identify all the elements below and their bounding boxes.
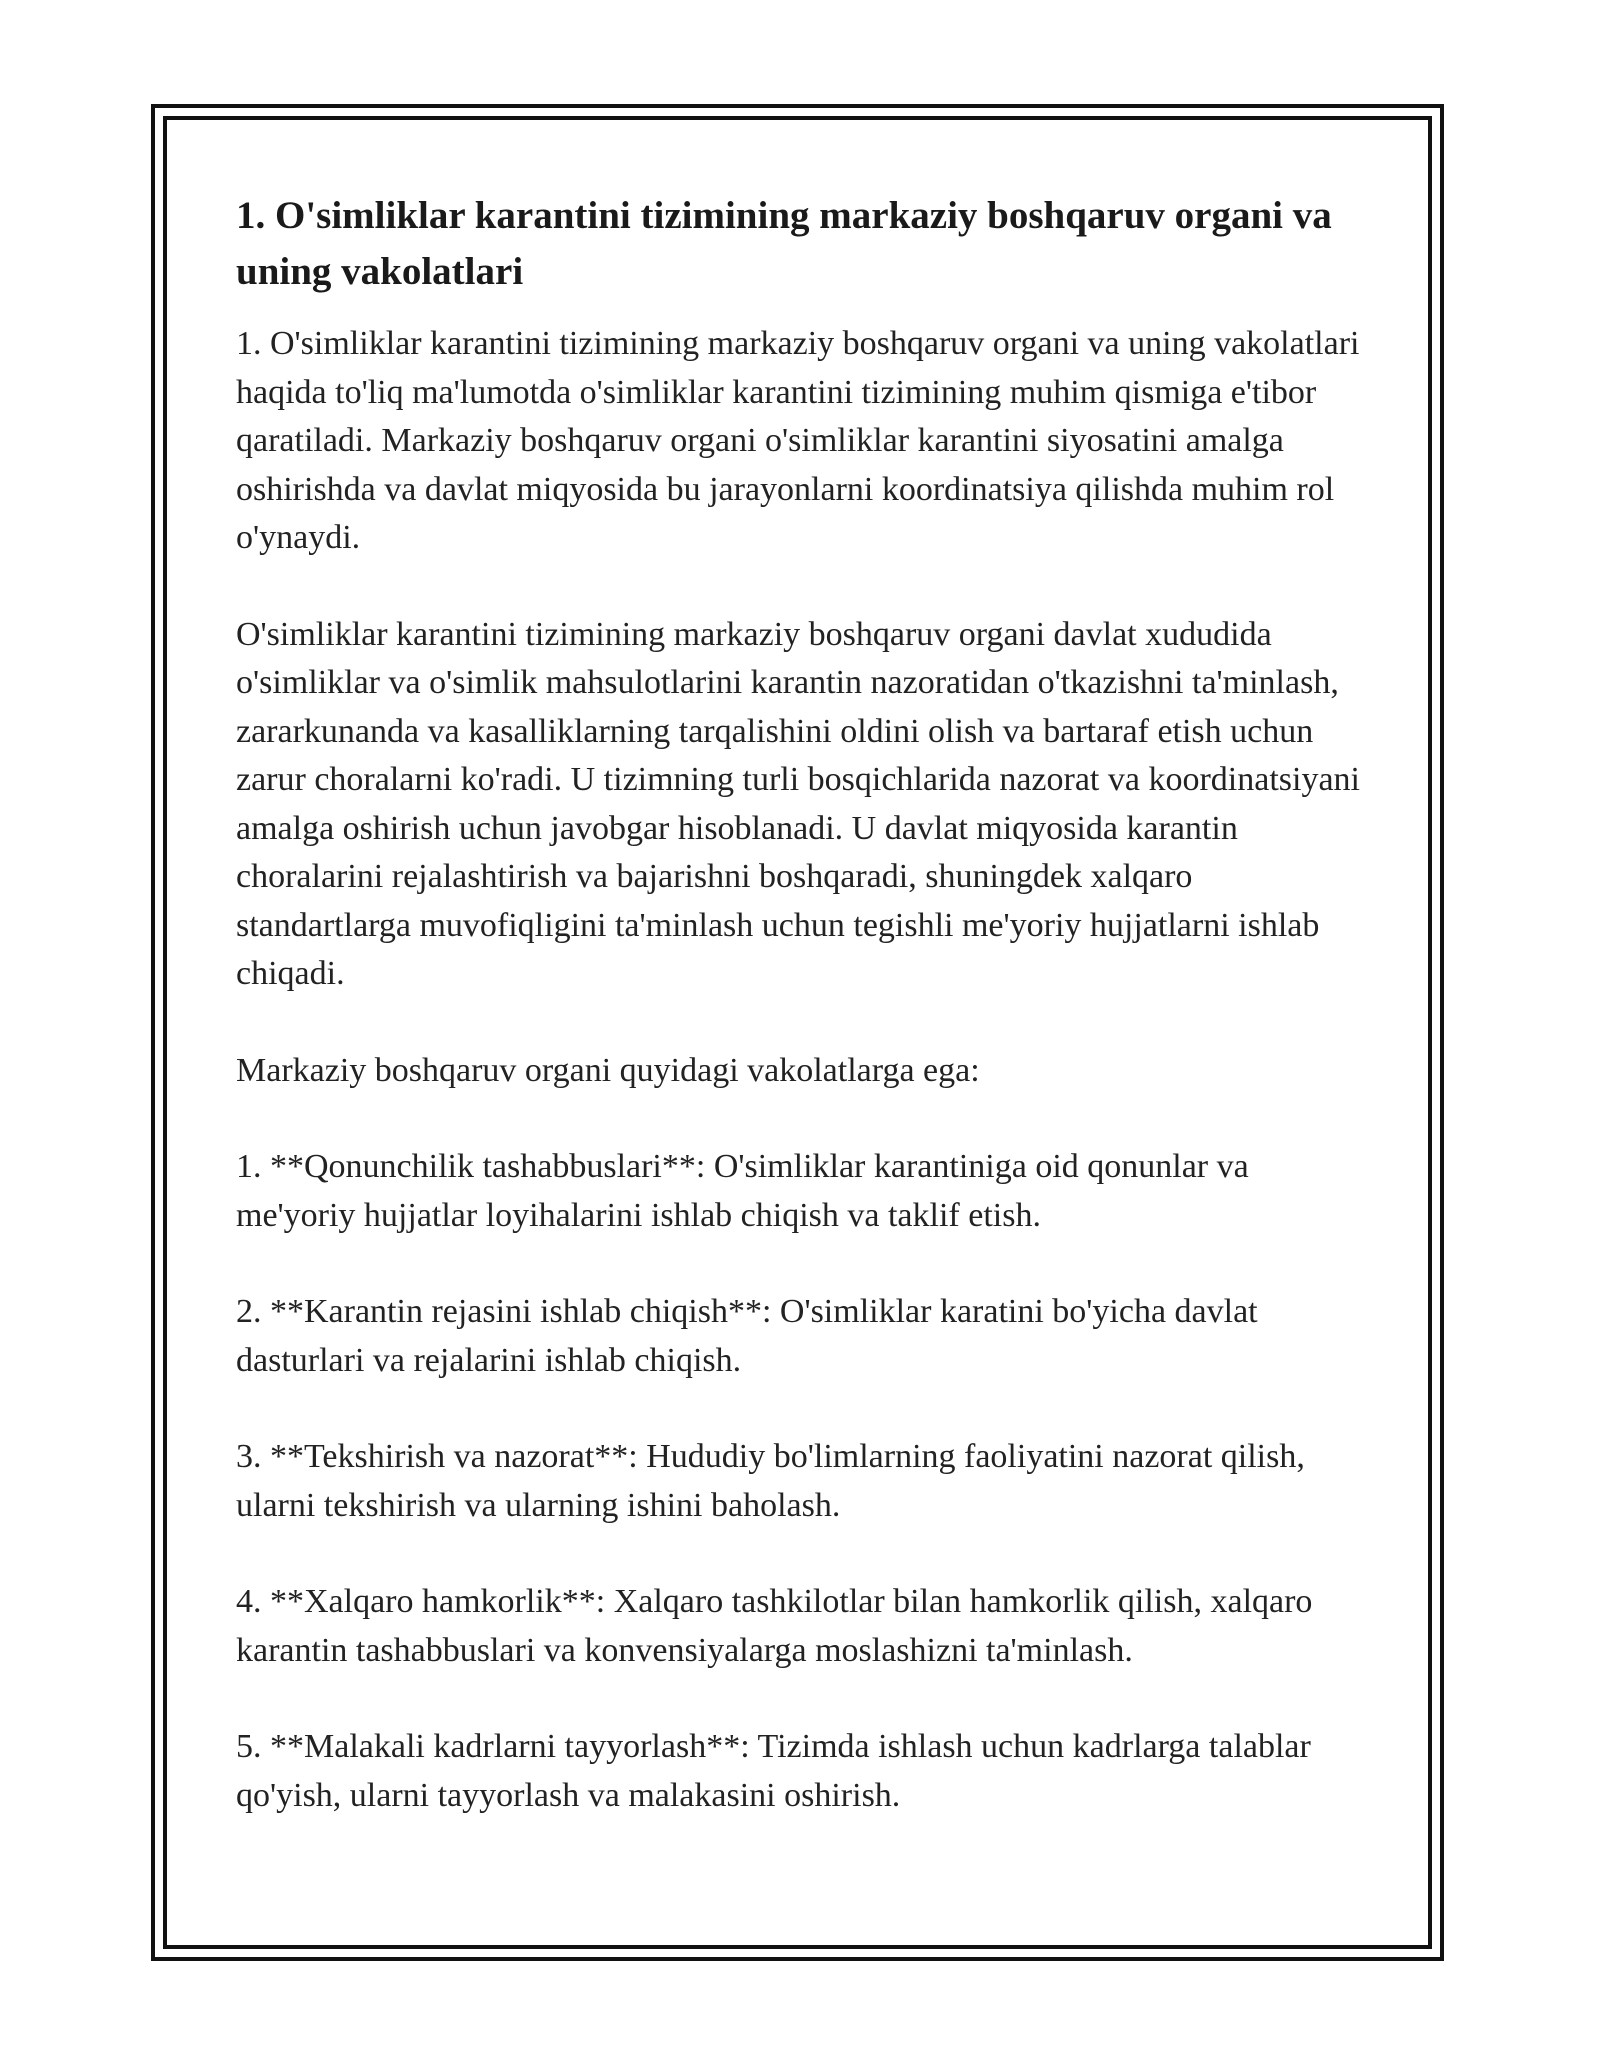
- paragraph-responsibilities: O'simliklar karantini tizimining markaziy boshqaruv organi davlat xududida o'simliklar va o'simlik mahsulotlarini karantin nazoratidan o'tkazishni ta'minlash, zararkunanda va kasalliklarning tarqalishini oldini olish va bartaraf etish uchun zarur choralarni ko'radi. U tizimning turli bosqichlarida nazorat va koordinatsiyani amalga oshirish uchun javobgar hisoblanadi. U davlat miqyosida karantin choralarini rejalashtirish va bajarishni boshqaradi, shuningdek xalqaro standartlarga muvofiqligini ta'minlash uchun tegishli me'yoriy hujjatlarni ishlab chiqadi.: [236, 615, 1360, 992]
- list-item-legislation: 1. **Qonunchilik tashabbuslari**: O'simliklar karantiniga oid qonunlar va me'yoriy hujjatlar loyihalarini ishlab chiqish va taklif etish.: [236, 1148, 1249, 1234]
- document-title: 1. O'simliklar karantini tizimining markaziy boshqaruv organi va uning vakolatlari: [236, 194, 1332, 293]
- document-body: [236, 188, 1366, 1868]
- list-item-international-cooperation: 4. **Xalqaro hamkorlik**: Xalqaro tashkilotlar bilan hamkorlik qilish, xalqaro karantin tashabbuslari va konvensiyalarga moslashizni ta'minlash.: [236, 1583, 1313, 1669]
- list-item-quarantine-plan: 2. **Karantin rejasini ishlab chiqish**: O'simliklar karatini bo'yicha davlat dasturlari va rejalarini ishlab chiqish.: [236, 1293, 1258, 1379]
- paragraph-powers-lead: Markaziy boshqaruv organi quyidagi vakolatlarga ega:: [236, 1051, 980, 1089]
- paragraph-intro: 1. O'simliklar karantini tizimining markaziy boshqaruv organi va uning vakolatlari haqida to'liq ma'lumotda o'simliklar karantini tizimining muhim qismiga e'tibor qaratiladi. Markaziy boshqaruv organi o'simliklar karantini siyosatini amalga oshirishda va davlat miqyosida bu jarayonlarni koordinatsiya qilishda muhim rol o'ynaydi.: [236, 325, 1360, 556]
- list-item-inspection: 3. **Tekshirish va nazorat**: Hududiy bo'limlarning faoliyatini nazorat qilish, ularni tekshirish va ularning ishini baholash.: [236, 1438, 1305, 1524]
- list-item-staff-training: 5. **Malakali kadrlarni tayyorlash**: Tizimda ishlash uchun kadrlarga talablar qo'yish, ularni tayyorlash va malakasini oshirish.: [236, 1728, 1311, 1814]
